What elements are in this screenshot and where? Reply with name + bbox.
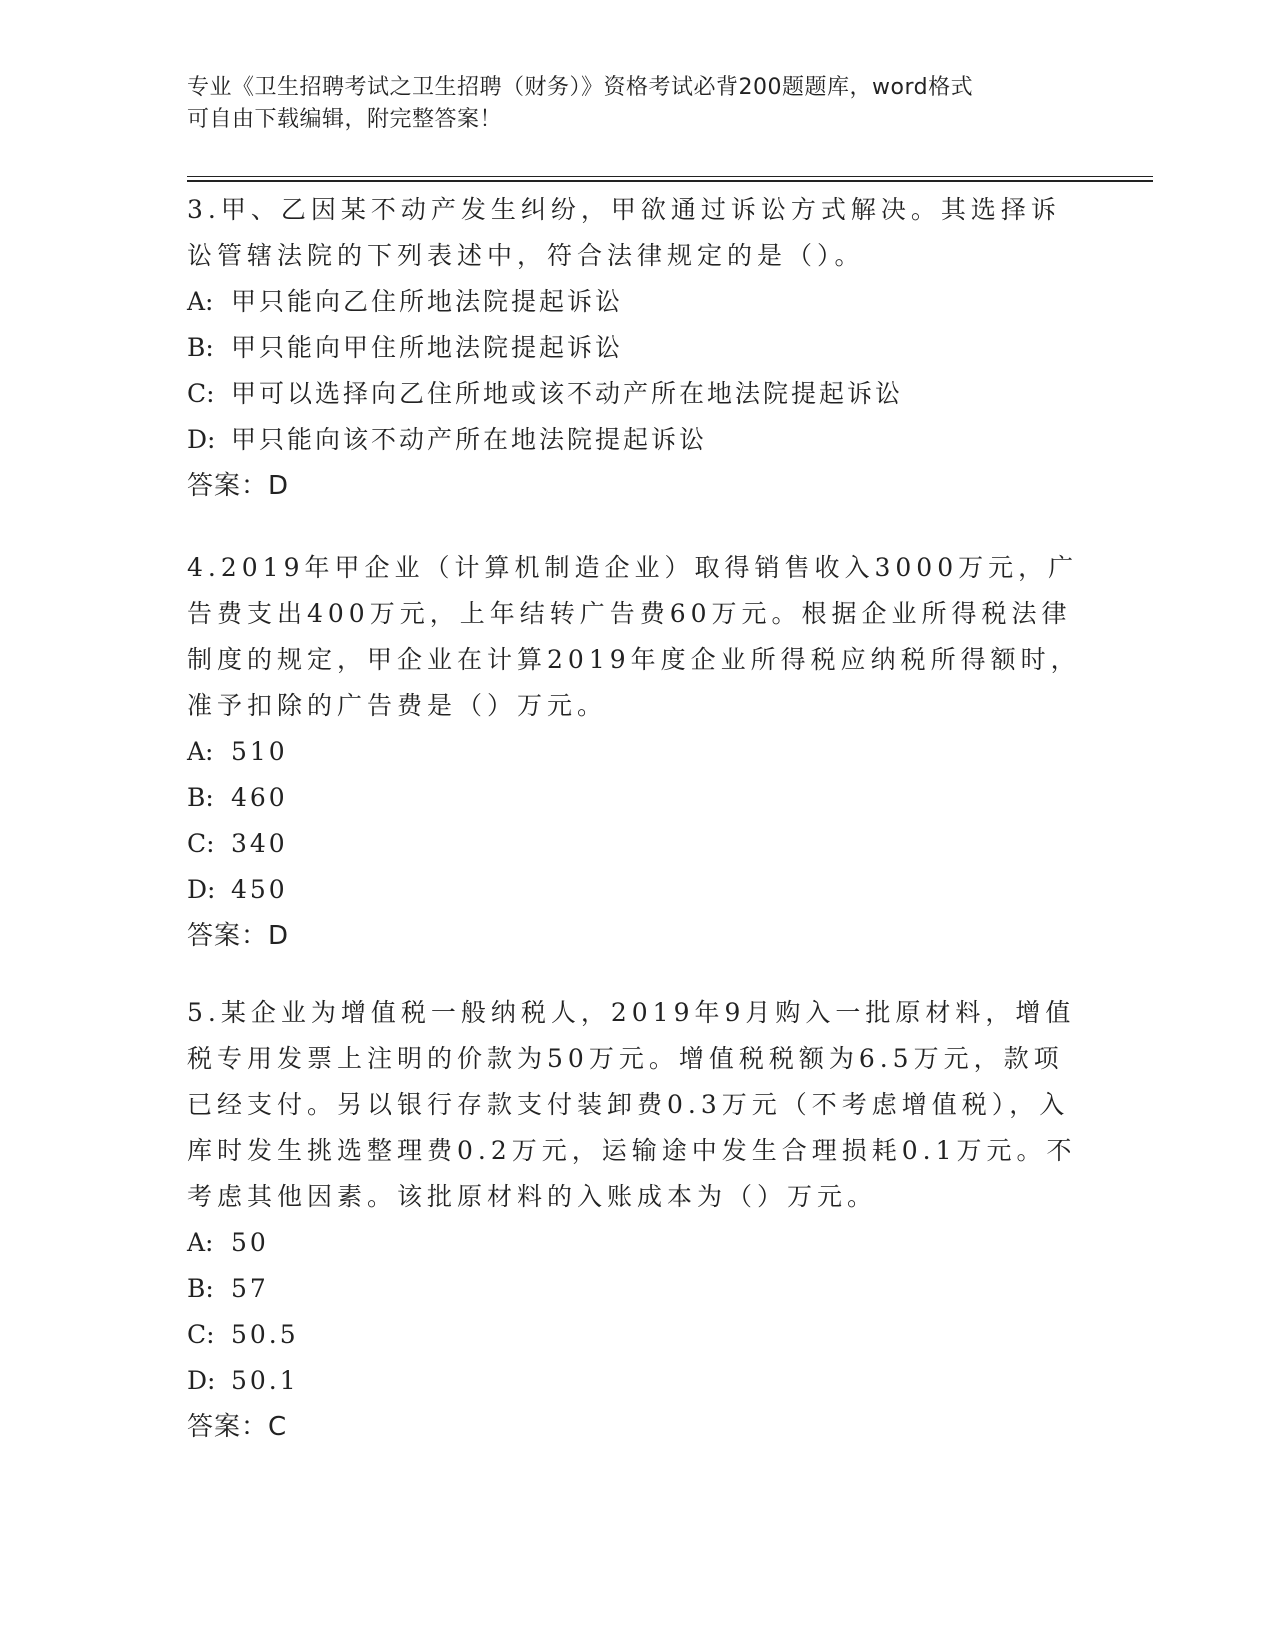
document-header (187, 72, 1067, 136)
header-divider-thick (187, 180, 1153, 182)
option-letter: A: (187, 287, 214, 316)
option-letter: B: (187, 333, 214, 362)
option-text: 50.5 (231, 1320, 299, 1349)
option-d (187, 417, 1087, 463)
option-text: 450 (231, 875, 288, 904)
option-a (187, 279, 1087, 325)
header-line-1: 专业《卫生招聘考试之卫生招聘（财务）》资格考试必背200题题库，word格式 (187, 75, 974, 100)
option-letter: B: (187, 1274, 214, 1303)
option-letter: D: (187, 875, 216, 904)
question-3 (187, 187, 1087, 509)
option-b (187, 1266, 1087, 1312)
option-letter: C: (187, 379, 215, 408)
option-a (187, 1220, 1087, 1266)
option-text: 甲只能向该不动产所在地法院提起诉讼 (231, 425, 708, 454)
option-text: 510 (231, 737, 288, 766)
question-5 (187, 990, 1087, 1450)
option-letter: A: (187, 737, 214, 766)
option-text: 57 (231, 1274, 269, 1303)
question-stem: 4.2019年甲企业（计算机制造企业）取得销售收入3000万元，广告费支出400万元，上年结转广告费60万元。根据企业所得税法律制度的规定，甲企业在计算2019年度企业所得税应纳税所得额时，准予扣除的广告费是（）万元。 (187, 553, 1081, 720)
option-b (187, 325, 1087, 371)
answer-text: 答案：D (187, 471, 290, 501)
option-d (187, 1358, 1087, 1404)
option-text: 甲可以选择向乙住所地或该不动产所在地法院提起诉讼 (231, 379, 904, 408)
option-text: 50.1 (231, 1366, 299, 1395)
answer-text: 答案：C (187, 1412, 288, 1442)
option-text: 340 (231, 829, 288, 858)
option-c (187, 821, 1087, 867)
header-divider-thin (187, 176, 1153, 177)
option-text: 甲只能向乙住所地法院提起诉讼 (231, 287, 624, 316)
option-a (187, 729, 1087, 775)
option-b (187, 775, 1087, 821)
option-d (187, 867, 1087, 913)
option-letter: A: (187, 1228, 214, 1257)
option-c (187, 1312, 1087, 1358)
question-stem: 5.某企业为增值税一般纳税人，2019年9月购入一批原材料，增值税专用发票上注明的价款为50万元。增值税税额为6.5万元，款项已经支付。另以银行存款支付装卸费0.3万元（不考虑增值税），入库时发生挑选整理费0.2万元，运输途中发生合理损耗0.1万元。不考虑其他因素。该批原材料的入账成本为（）万元。 (187, 998, 1077, 1211)
option-text: 甲只能向甲住所地法院提起诉讼 (231, 333, 624, 362)
option-letter: D: (187, 1366, 216, 1395)
question-stem: 3.甲、乙因某不动产发生纠纷，甲欲通过诉讼方式解决。其选择诉讼管辖法院的下列表述中，符合法律规定的是（）。 (187, 195, 1061, 270)
option-letter: C: (187, 829, 215, 858)
option-letter: D: (187, 425, 216, 454)
header-line-2: 可自由下载编辑，附完整答案！ (187, 107, 503, 132)
option-text: 50 (231, 1228, 269, 1257)
option-text: 460 (231, 783, 288, 812)
option-letter: B: (187, 783, 214, 812)
option-letter: C: (187, 1320, 215, 1349)
question-4 (187, 545, 1087, 959)
option-c (187, 371, 1087, 417)
answer-text: 答案：D (187, 921, 290, 951)
